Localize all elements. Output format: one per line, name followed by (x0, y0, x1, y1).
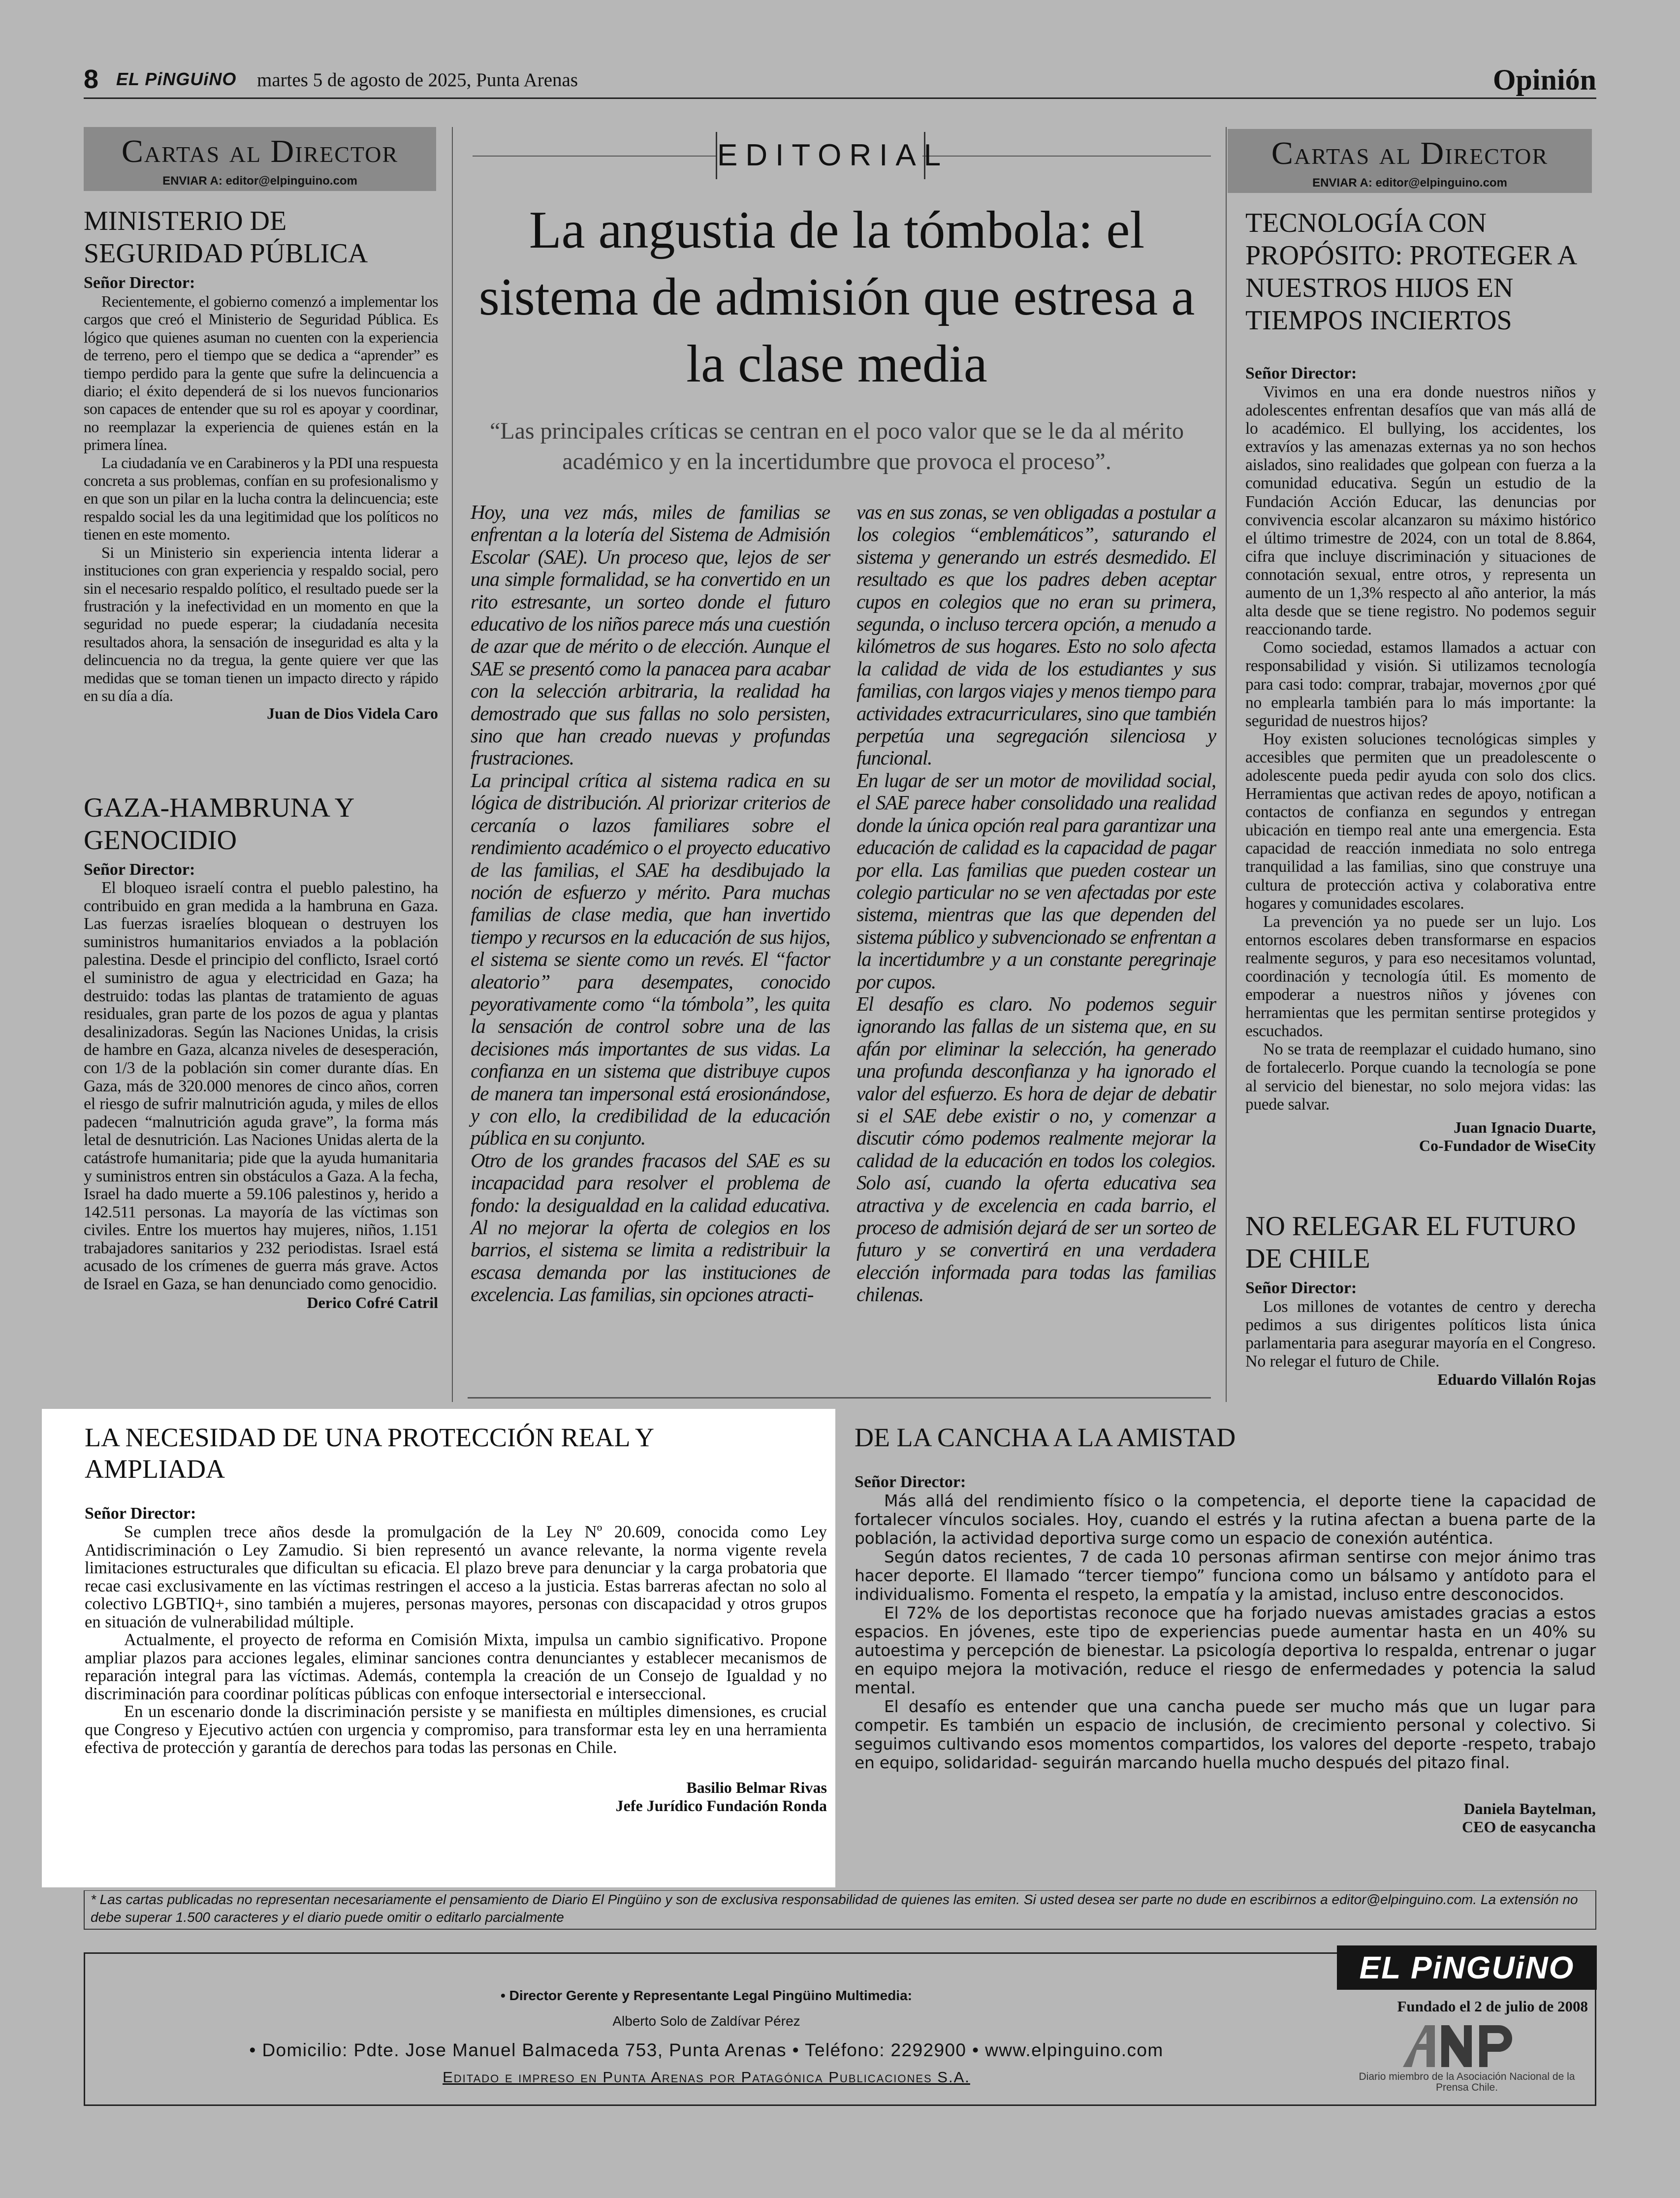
paragraph: Hoy, una vez más, miles de familias se enfrentan a la lotería del Sistema de Admisión Escolar (SAE). Un proceso que, lejos de ser una simple formalidad, se ha convertido en un rito estresante, un sorteo donde el futuro educativo de los niños parece más una cuestión de azar que de mérito o de elección. Aunque el SAE se presentó como la panacea para acabar con la selección arbitraria, la realidad ha demostrado que sus fallas no solo persisten, sino que han creado nuevas y profundas frustraciones. (471, 501, 830, 769)
letter-heading: LA NECESIDAD DE UNA PROTECCIÓN REAL Y AMPLIADA (85, 1423, 653, 1484)
editorial-rule (922, 156, 1211, 157)
letter-signature-role: CEO de easycancha (1462, 1818, 1596, 1836)
paragraph: En lugar de ser un motor de movilidad social, el SAE parece haber consolidado una realidad donde la única opción real para garantizar una educación de calidad es la capacidad de pagar por ella. Las familias que pueden costear un colegio particular no se ven afectadas por este sistema, mientras que las que dependen del sistema público y subvencionado se enfrentan a la incertidumbre y a un constante peregrinaje por cupos. (856, 768, 1216, 993)
salutation: Señor Director: (85, 1504, 196, 1523)
editorial-column-1 (471, 501, 830, 1306)
letters-box-email: ENVIAR A: editor@elpinguino.com (162, 174, 357, 188)
letters-box-left (84, 127, 436, 191)
editorial-pull-quote: “Las principales críticas se centran en el poco valor que se le da al mérito académico y en la incertidumbre que provoca el proceso”. (489, 418, 1184, 475)
letter-signature-role: Jefe Jurídico Fundación Ronda (615, 1796, 827, 1815)
letter-heading: TECNOLOGÍA CON PROPÓSITO: PROTEGER A NUESTROS HIJOS EN TIEMPOS INCIERTOS (1245, 208, 1576, 336)
column-divider (452, 127, 453, 1402)
paragraph: No se trata de reemplazar el cuidado humano, sino de fortalecerlo. Porque cuando la tecnología se pone al servicio del bienestar, no solo mejora vidas: las puede salvar. (1245, 1040, 1596, 1114)
footer-printed-text: Editado e impreso en Punta Arenas por Patagónica Publicaciones S.A. (443, 2069, 970, 2086)
founded-date: Fundado el 2 de julio de 2008 (1397, 1998, 1588, 2015)
editorial-bottom-rule (468, 1397, 1211, 1399)
letter-body (855, 1492, 1596, 1772)
paragraph: Los millones de votantes de centro y derecha pedimos a sus dirigentes políticos lista única parlamentaria para asegurar mayoría en el Congreso. No relegar el futuro de Chile. (1245, 1298, 1596, 1370)
anp-logo-text: ANP (1398, 2020, 1399, 2021)
paragraph: Más allá del rendimiento físico o la competencia, el deporte tiene la capacidad de fortalecer vínculos sociales. Hoy, cuando el estrés y la rutina afectan a buena parte de la población, la actividad deportiva surge como un espacio de conexión auténtica. (855, 1491, 1596, 1548)
letter-cancha (855, 1422, 1596, 1836)
anp-logo-icon (1398, 2020, 1526, 2070)
anp-logo-p (1479, 2025, 1512, 2067)
letter-body (1245, 383, 1596, 1114)
paragraph: El desafío es claro. No podemos seguir ignorando las fallas de un sistema que, en su afán por eliminar la selección, ha generado una profunda desconfianza y ha ignorado el valor del esfuerzo. Es hora de dejar de debatir si el SAE debe existir o no, y comenzar a discutir cómo podemos realmente mejorar la calidad de la educación en todos los colegios. Solo así, cuando la oferta educativa sea atractiva y de excelencia en cada barrio, el proceso de admisión dejará de ser un sorteo de futuro y se convertirá en una verdadera elección informada para todas las familias chilenas. (856, 992, 1216, 1306)
editorial-label-box (716, 132, 949, 179)
paragraph: Actualmente, el proyecto de reforma en Comisión Mixta, impulsa un cambio significativo. Propone ampliar plazos para acciones legales, eliminar sanciones contra denunciantes y establecer mecanismos de reparación integral para las víctimas. Además, contempla la creación de un Consejo de Igualdad y no discriminación para coordinar políticas públicas con enfoque intersectorial e interseccional. (85, 1630, 827, 1703)
page-number: 8 (84, 64, 99, 94)
paragraph: Como sociedad, estamos llamados a actuar con responsabilidad y visión. Si utilizamos tecnología para casi todo: comprar, trabajar, movernos ¿por qué no emplearla también para lo más importante: la seguridad de nuestros hijos? (1245, 638, 1596, 730)
paragraph: La prevención ya no puede ser un lujo. Los entornos escolares deben transformarse en espacios realmente seguros, y para eso necesitamos voluntad, coordinación y tecnología útil. Es momento de empoderar a nuestros niños y jóvenes con herramientas que les permitan sentirse protegidos y escuchados. (1245, 912, 1596, 1041)
salutation: Señor Director: (855, 1473, 966, 1491)
letter-heading: GAZA-HAMBRUNA Y GENOCIDIO (84, 793, 354, 856)
paragraph: El 72% de los deportistas reconoce que ha forjado nuevas amistades gracias a estos espacios. En jóvenes, este tipo de experiencias puede aumentar hasta en un 40% su autoestima y percepción de bienestar. La psicología deportiva lo respalda, entrenar o jugar en equipo mejora la motivación, reduce el riesgo de enfermedades y potencia la salud mental. (855, 1603, 1596, 1697)
paragraph: El desafío es entender que una cancha puede ser mucho más que un lugar para competir. Es también un espacio de inclusión, de crecimiento personal y colectivo. Si seguimos cultivando esos momentos compartidos, los valores del deporte -respeto, trabajo en equipo, solidaridad- seguirán marcando huella mucho después del pitazo final. (855, 1697, 1596, 1772)
letter-body (1245, 1298, 1596, 1370)
letter-proteccion (85, 1422, 827, 1815)
editorial-column-2 (856, 501, 1216, 1306)
newspaper-logo: EL PiNGUiNO (1337, 1945, 1597, 1990)
letter-signature-name: Daniela Baytelman, (1463, 1800, 1596, 1817)
editorial-rule (473, 156, 716, 157)
paragraph: La ciudadanía ve en Carabineros y la PDI una respuesta concreta a sus problemas, confían en su profesionalismo y en que son un pilar en la lucha contra la delincuencia; este respaldo social les da una legitimidad que los políticos no tienen en este momento. (84, 453, 438, 543)
letter-body (85, 1523, 827, 1757)
paragraph: Se cumplen trece años desde la promulgación de la Ley Nº 20.609, conocida como Ley Antidiscriminación o Ley Zamudio. Si bien representó un avance relevante, la norma vigente revela limitaciones estructurales que dificultan su eficacia. El plazo breve para denunciar y la carga probatoria que recae casi exclusivamente en las víctimas restringen el acceso a la justicia. Estas barreras afectan no solo al colectivo LGBTIQ+, sino también a mujeres, personas mayores, personas con discapacidad y otros grupos en situación de vulnerabilidad múltiple. (85, 1523, 827, 1631)
editorial-label: EDITORIAL (717, 138, 949, 172)
paragraph: Hoy existen soluciones tecnológicas simples y accesibles que permiten que un preadolescente o adolescente pueda pedir ayuda con solo dos clics. Herramientas que activan redes de apoyo, notifican a contactos de confianza en segundos y entregan ubicación en tiempo real ante una emergencia. Esta capacidad de reacción inmediata no solo entrega tranquilidad a las familias, sino que construye una cultura de protección activa y colaborativa entre hogares y comunidades escolares. (1245, 730, 1596, 913)
paragraph: Vivimos en una era donde nuestros niños y adolescentes enfrentan desafíos que van más allá de lo académico. El bullying, los accidentes, los extravíos y las amenazas externas ya no son hechos aislados, sino realidades que golpean con fuerza a la comunidad educativa. Según un estudio de la Fundación Acción Educar, las denuncias por convivencia escolar alcanzaron su máximo histórico el último trimestre de 2024, con un total de 8.864, cifra que incluye discriminación y situaciones de connotación sexual, entre otros, y representa un aumento de un 1,3% respecto al año anterior, la más alta desde que se tiene registro. No podemos seguir reaccionando tarde. (1245, 383, 1596, 639)
paragraph: Recientemente, el gobierno comenzó a implementar los cargos que creó el Ministerio de Seguridad Pública. Es lógico que quienes asuman no cuenten con la experiencia de terreno, pero el tiempo que se dedica a “aprender” es tiempo perdido para la gente que sufre la delincuencia a diario; el éxito dependerá de si los nuevos funcionarios son capaces de entender que su rol es apoyar y coordinar, no reemplazar la experiencia de quienes están en la primera línea. (84, 292, 438, 454)
letter-futuro-chile (1245, 1210, 1596, 1389)
letters-box-right (1228, 129, 1592, 193)
letter-signature: Eduardo Villalón Rojas (1437, 1370, 1596, 1388)
salutation: Señor Director: (84, 860, 195, 879)
anp-caption: Diario miembro de la Asociación Nacional de la Prensa Chile. (1359, 2071, 1575, 2093)
letters-box-title: Cartas al Director (121, 133, 399, 169)
letter-signature-role: Co-Fundador de WiseCity (1419, 1136, 1596, 1154)
paragraph: En un escenario donde la discriminación persiste y se manifiesta en múltiples dimensiones, es crucial que Congreso y Ejecutivo actúen con urgencia y compromiso, para transformar esta ley en una herramienta efectiva de protección y garantía de derechos para todas las personas en Chile. (85, 1702, 827, 1757)
letter-signature: Derico Cofré Catril (307, 1293, 438, 1311)
page-header (84, 63, 1596, 99)
salutation: Señor Director: (1245, 364, 1357, 382)
salutation: Señor Director: (1245, 1279, 1357, 1297)
paragraph: La principal crítica al sistema radica en su lógica de distribución. Al priorizar criterios de cercanía o lazos familiares sobre el rendimiento académico o el proyecto educativo de las familias, el SAE ha desdibujado la noción de esfuerzo y mérito. Para muchas familias de clase media, que han invertido tiempo y recursos en la educación de sus hijos, el sistema se siente como un revés. El “factor aleatorio” para desempates, conocido peyorativamente como “la tómbola”, les quita la sensación de control sobre una de las decisiones más importantes de sus vidas. La confianza en un sistema que distribuye cupos de manera tan impersonal está erosionándose, y con ello, la credibilidad de la educación pública en su conjunto. (471, 768, 830, 1149)
letter-heading: MINISTERIO DE SEGURIDAD PÚBLICA (84, 206, 368, 269)
salutation: Señor Director: (84, 274, 195, 292)
letter-ministerio (84, 205, 438, 723)
footer-address: • Domicilio: Pdte. Jose Manuel Balmaceda 753, Punta Arenas • Teléfono: 2292900 • www.elpinguino.com (249, 2040, 1164, 2060)
paragraph: El bloqueo israelí contra el pueblo palestino, ha contribuido en gran medida a la hambruna en Gaza. Las fuerzas israelíes bloquean o destruyen los suministros humanitarios enviados a la población palestina. Desde el principio del conflicto, Israel cortó el suministro de agua y electricidad en Gaza; ha destruido: todas las plantas de tratamiento de aguas residuales, gran parte de los pozos de agua y plantas desalinizadoras. Según las Naciones Unidas, la crisis de hambre en Gaza, alcanza niveles de desesperación, con 1/3 de la población sin comer durante días. En Gaza, más de 320.000 menores de cinco años, corren el riesgo de sufrir malnutrición aguda, y miles de ellos padecen “malnutrición aguda grave”, la forma más letal de desnutrición. Las Naciones Unidas alerta de la catástrofe humanitaria; pide que la ayuda humanitaria y suministros entren sin obstáculos a Gaza. A la fecha, Israel ha dado muerte a 59.106 palestinos y, herido a 142.511 personas. La mayoría de las víctimas son civiles. Entre los muertos hay mujeres, niños, 1.151 trabajadores sanitarios y 232 periodistas. Israel está acusado de los crímenes de guerra más grave. Actos de Israel en Gaza, se han denunciado como genocidio. (84, 879, 438, 1294)
letter-heading: NO RELEGAR EL FUTURO DE CHILE (1245, 1211, 1576, 1274)
letters-disclaimer: * Las cartas publicadas no representan necesariamente el pensamiento de Diario El Pingüino y son de exclusiva responsabilidad de quienes las emiten. Si usted desea ser parte no dude en escribirnos a editor@elpinguino.com. La extensión no debe superar 1.500 caracteres y el diario puede omitir o editarlo parcialmente (84, 1890, 1596, 1930)
letter-body (84, 879, 438, 1294)
section-name: Opinión (1492, 64, 1596, 96)
header-date: martes 5 de agosto de 2025, Punta Arenas (257, 69, 578, 91)
paragraph: Otro de los grandes fracasos del SAE es su incapacidad para resolver el problema de fondo: la desigualdad en la calidad educativa. Al no mejorar la oferta de colegios en los barrios, el sistema se limita a redistribuir la escasa demanda por las instituciones de excelencia. Las familias, sin opciones atracti- (471, 1148, 830, 1306)
footer-printed-by (98, 2069, 1314, 2086)
anp-logo-a-shape (1403, 2025, 1435, 2067)
letter-body (84, 292, 438, 704)
anp-logo-n-right (1464, 2025, 1472, 2067)
letter-tecnologia (1245, 207, 1596, 1155)
footer-director-label: • Director Gerente y Representante Legal Pingüino Multimedia: (501, 1988, 912, 2003)
letter-signature-name: Juan Ignacio Duarte, (1454, 1118, 1596, 1136)
paragraph: Según datos recientes, 7 de cada 10 personas afirman sentirse con mejor ánimo tras hacer deporte. El llamado “tercer tiempo” funciona como un bálsamo y antídoto para el individualismo. Fomenta el respeto, la empatía y la amistad, incluso entre desconocidos. (855, 1547, 1596, 1604)
paragraph: Si un Ministerio sin experiencia intenta liderar a instituciones con gran experiencia y respaldo social, pero sin el necesario respaldo político, el resultado puede ser la frustración y la inefectividad en un momento en que la seguridad no puede esperar; la ciudadanía necesita resultados ahora, la sensación de inseguridad es alta y la delincuencia no da tregua, la gente quiere ver que las medidas que se toman tienen un impacto directo y rápido en su día a día. (84, 543, 438, 704)
newspaper-brand: EL PiNGUiNO (116, 69, 237, 89)
editorial-title: La angustia de la tómbola: el sistema de admisión que estresa a la clase media (478, 201, 1195, 393)
footer-director-name: Alberto Solo de Zaldívar Pérez (612, 2013, 800, 2029)
letter-signature-name: Basilio Belmar Rivas (686, 1778, 827, 1796)
column-divider (1226, 127, 1227, 1402)
letters-box-email: ENVIAR A: editor@elpinguino.com (1312, 176, 1507, 190)
letter-heading: DE LA CANCHA A LA AMISTAD (855, 1423, 1236, 1452)
letters-box-title: Cartas al Director (1271, 135, 1549, 171)
paragraph: vas en sus zonas, se ven obligadas a postular a los colegios “emblemáticos”, saturando el sistema y generando un estrés desmedido. El resultado es que los padres deben aceptar cupos en colegios que no eran su primera, segunda, o incluso tercera opción, a menudo a kilómetros de sus hogares. Esto no solo afecta la calidad de vida de los estudiantes y sus familias, con largos viajes y menos tiempo para actividades extracurriculares, sino que también perpetúa una segregación silenciosa y funcional. (856, 501, 1216, 769)
letter-gaza (84, 792, 438, 1312)
letter-signature: Juan de Dios Videla Caro (267, 704, 438, 723)
